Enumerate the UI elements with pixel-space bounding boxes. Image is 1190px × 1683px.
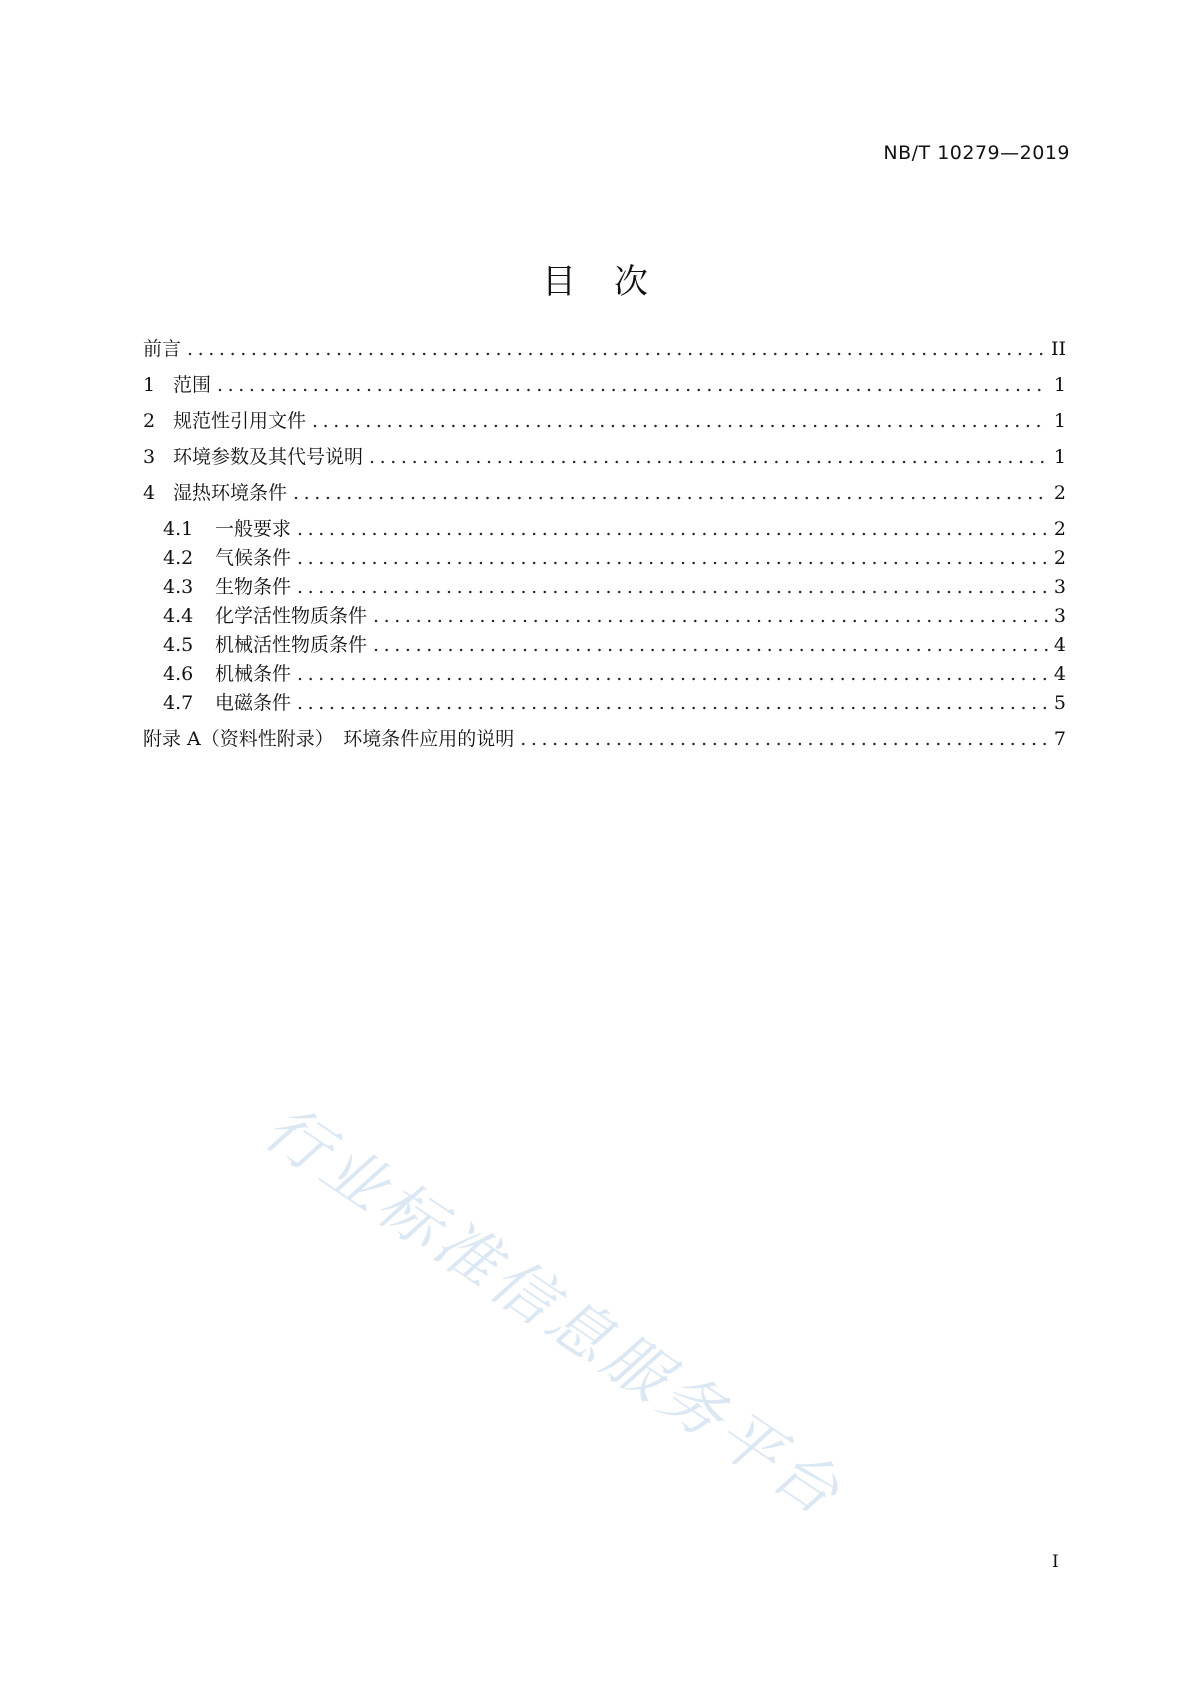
toc-page-number: II (1050, 338, 1066, 360)
toc-entry-number: 4 (143, 482, 156, 504)
toc-entry-number: 2 (143, 410, 156, 432)
toc-entry-label: 一般要求 (215, 518, 292, 540)
toc-entry-label: 电磁条件 (215, 692, 292, 714)
toc-entry-foreword[interactable] (143, 336, 1066, 362)
toc-page-number: 1 (1053, 446, 1066, 468)
toc-entry-label: 湿热环境条件 (173, 482, 288, 504)
toc-leader-dots (217, 372, 1048, 398)
toc-entry-climatic-conditions[interactable] (163, 545, 1066, 571)
toc-page-number: 3 (1053, 605, 1066, 627)
toc-leader-dots (297, 690, 1048, 716)
toc-entry-number: 3 (143, 446, 156, 468)
toc-leader-dots (373, 632, 1048, 658)
page-number: I (1052, 1552, 1059, 1572)
toc-leader-dots (187, 336, 1045, 362)
toc-entry-label: 前言 (143, 338, 182, 360)
toc-leader-dots (297, 516, 1048, 542)
toc-entry-number: 4.6 (163, 663, 194, 685)
toc-entry-mechanical-conditions[interactable] (163, 661, 1066, 687)
toc-leader-dots (312, 408, 1048, 434)
toc-entry-electromagnetic-conditions[interactable] (163, 690, 1066, 716)
toc-page-number: 4 (1053, 634, 1066, 656)
toc-entry-number: 4.3 (163, 576, 194, 598)
toc-page-number: 4 (1053, 663, 1066, 685)
toc-entry-label: 附录 A（资料性附录） 环境条件应用的说明 (143, 728, 515, 750)
toc-entry-scope[interactable] (143, 372, 1066, 398)
toc-entry-label: 气候条件 (215, 547, 292, 569)
toc-page-number: 2 (1053, 547, 1066, 569)
toc-entry-label: 机械条件 (215, 663, 292, 685)
toc-leader-dots (520, 726, 1048, 752)
toc-entry-chemically-active-substances[interactable] (163, 603, 1066, 629)
toc-entry-number: 4.1 (163, 518, 194, 540)
toc-leader-dots (297, 661, 1048, 687)
page-title: 目次 (542, 262, 686, 302)
toc-leader-dots (297, 574, 1048, 600)
toc-entry-number: 4.5 (163, 634, 194, 656)
toc-entry-environment-parameters[interactable] (143, 444, 1066, 470)
toc-page-number: 2 (1053, 518, 1066, 540)
toc-leader-dots (297, 545, 1048, 571)
toc-entry-normative-references[interactable] (143, 408, 1066, 434)
toc-leader-dots (293, 480, 1048, 506)
toc-entry-label: 机械活性物质条件 (215, 634, 368, 656)
toc-entry-number: 1 (143, 374, 156, 396)
toc-page-number: 1 (1053, 410, 1066, 432)
toc-leader-dots (369, 444, 1048, 470)
toc-entry-label: 生物条件 (215, 576, 292, 598)
toc-page-number: 3 (1053, 576, 1066, 598)
toc-entry-label: 规范性引用文件 (173, 410, 307, 432)
watermark: 行业标准信息服务平台 (251, 1090, 857, 1532)
toc-entry-number: 4.4 (163, 605, 194, 627)
toc-page-number: 7 (1053, 728, 1066, 750)
standard-number: NB/T 10279—2019 (883, 142, 1070, 164)
toc-entry-mechanically-active-substances[interactable] (163, 632, 1066, 658)
toc-entry-label: 化学活性物质条件 (215, 605, 368, 627)
toc-entry-biological-conditions[interactable] (163, 574, 1066, 600)
toc-entry-number: 4.2 (163, 547, 194, 569)
toc-entry-label: 范围 (173, 374, 212, 396)
toc-entry-damp-heat-conditions[interactable] (143, 480, 1066, 506)
toc-entry-label: 环境参数及其代号说明 (173, 446, 364, 468)
toc-entry-appendix-a[interactable] (143, 726, 1066, 752)
toc-leader-dots (373, 603, 1048, 629)
toc-page-number: 2 (1053, 482, 1066, 504)
toc-page-number: 1 (1053, 374, 1066, 396)
toc-entry-general-requirements[interactable] (163, 516, 1066, 542)
toc-entry-number: 4.7 (163, 692, 194, 714)
toc-page-number: 5 (1053, 692, 1066, 714)
